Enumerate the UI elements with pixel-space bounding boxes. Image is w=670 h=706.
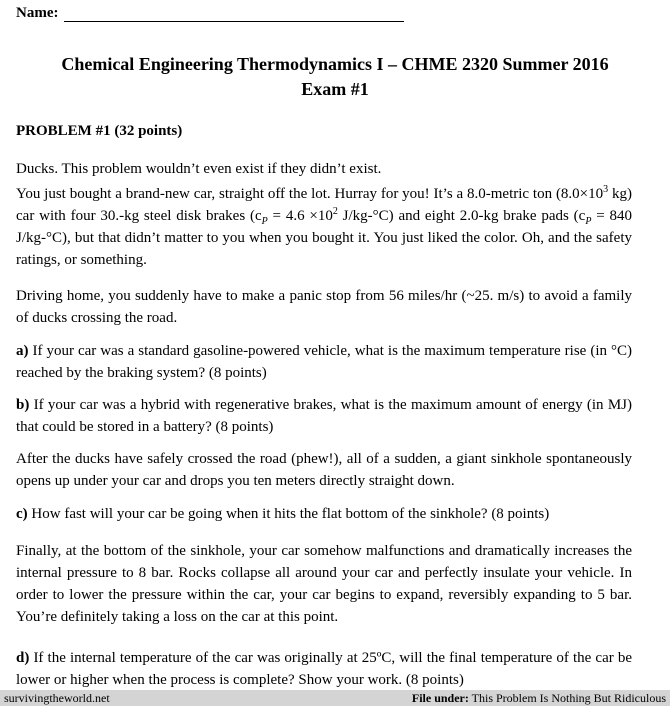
question-b: b) If your car was a hybrid with regenerative brakes, what is the maximum amount of energy (in MJ) that could be stored in a battery? (8 points) [16,397,632,435]
question-d: d) If the internal temperature of the car was originally at 25ºC, will the final temperature of the car be lower or higher when the process is complete? Show your work. (8 points) [16,650,632,688]
exam-title: Exam #1 [301,79,369,99]
file-under-label: File under: [411,690,469,705]
question-c: c) How fast will your car be going when it hits the flat bottom of the sinkhole? (8 points) [16,506,550,522]
car-description-paragraph: You just bought a brand-new car, straight off the lot. Hurray for you! It’s a 8.0-metric ton ($8.0\times 10^3$ kg) car with four 30.-kg steel disk brakes ($c_P = 4.6 \times 10^2$ J/kg-°C) and eight 2.0-kg brake pads ($c_P = 840$ J/kg-°C), but that didn’t matter to you when you bought it. You just liked the color. Oh, and the safety ratings, or something. [16,184,633,268]
pressure-paragraph: Finally, at the bottom of the sinkhole, your car somehow malfunctions and dramatically increases the internal pressure to 8 bar. Rocks collapse all around your car and perfectly insulate your vehicle. In order to lower the pressure within the car, your car begins to expand, reversibly expanding to 5 bar. You’re definitely taking a loss on the car at this point. [16,543,632,625]
question-b-label: b) [16,397,30,413]
course-title: Chemical Engineering Thermodynamics I – CHME 2320 Summer 2016 [61,54,609,74]
footer-site: survivingtheworld.net [4,690,110,705]
panic-stop-paragraph: Driving home, you suddenly have to make a panic stop from 56 miles/hr (~25. m/s) to avoid a family of ducks crossing the road. [16,288,632,326]
footer-bar [0,690,670,706]
question-a: a) If your car was a standard gasoline-powered vehicle, what is the maximum temperature rise (in °C) reached by the braking system? (8 points) [16,343,632,381]
question-d-label: d) [16,650,30,666]
name-blank-line [64,7,404,22]
question-a-label: a) [16,343,29,359]
intro-paragraph: Ducks. This problem wouldn’t even exist if they didn’t exist. [16,161,382,177]
sinkhole-paragraph: After the ducks have safely crossed the road (phew!), all of a sudden, a giant sinkhole spontaneously opens up under your car and drops you ten meters directly straight down. [16,451,632,489]
footer-file-under: File under: This Problem Is Nothing But Ridiculous [411,690,666,705]
question-c-label: c) [16,506,28,522]
name-field-row [16,5,404,22]
problem-heading: PROBLEM #1 (32 points) [16,123,183,139]
name-label: Name: [16,5,59,21]
